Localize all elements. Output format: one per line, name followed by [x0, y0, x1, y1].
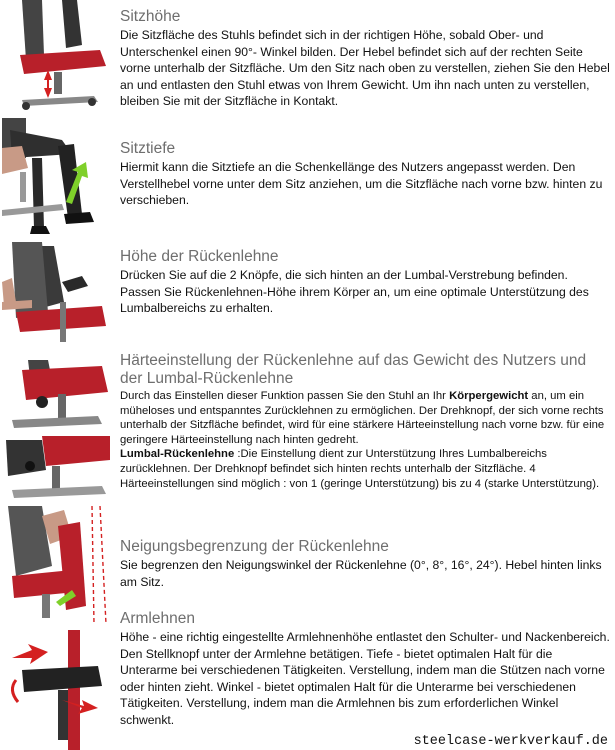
- watermark-text: steelcase-werkverkauf.de: [411, 734, 611, 749]
- section-title: Sitztiefe: [120, 140, 176, 157]
- section-text-block: [120, 352, 610, 491]
- section-body: Drücken Sie auf die 2 Knöpfe, die sich hinten an der Lumbal-Verstrebung befinden. Passen Sie Rückenlehnen-Höhe ihrem Körper an, um eine optimale Unterstützung des Lumbalbereichs zu erhalten.: [120, 268, 589, 316]
- section-title: Höhe der Rückenlehne: [120, 248, 279, 265]
- chair-photo-lumbar-knob: [2, 436, 110, 506]
- section-body-lumbar: [120, 447, 610, 491]
- section-text-block: [120, 538, 610, 590]
- section-title: Neigungsbegrenzung der Rückenlehne: [120, 538, 389, 555]
- chair-photo-tension-knob: [2, 360, 110, 438]
- section-text-block: [120, 8, 610, 110]
- body-text-bold: Lumbal-Rückenlehne: [120, 448, 235, 461]
- section-title: Härteeinstellung der Rückenlehne auf das Gewicht des Nutzers und der Lumbal-Rückenlehne: [120, 352, 587, 387]
- chair-photo-seat-height: [2, 0, 110, 118]
- section-text-block: [120, 140, 610, 209]
- chair-photo-recline-limiter: [2, 506, 110, 624]
- section-body-tension: [120, 389, 610, 447]
- body-text: an, um ein müheloses und entspanntes Zurücklehnen zu ermöglichen. Der Drehknopf, der sich vorne rechts unterhalb der Sitzfläche befindet, wird für eine stärkere Härteeinstellung nach vorne bzw. für eine geringere Härteeinstellung nach hinten gedreht.: [120, 390, 605, 446]
- body-text: :Die Einstellung dient zur Unterstützung Ihres Lumbalbereichs zurücklehnen. Der Drehknopf befindet sich hinten rechts unterhalb der Sitzfläche. 4 Härteeinstellungen sind möglich : von 1 (geringe Unterstützung) bis zu 4 (starke Unterstützung).: [120, 448, 600, 490]
- section-body: Höhe - eine richtig eingestellte Armlehnenhöhe entlastet den Schulter- und Nackenbereich. Den Stellknopf unter der Armlehne betätigen. Tiefe - bietet optimalen Halt für die Unterarme bei verschiedenen Tätigkeiten. Verstellung, indem man die Stützen nach vorne oder hinten zieht. Winkel - bietet optimalen Halt für die Unterarme bei verschiedenen Tätigkeiten. Verstellung, indem man die Armlehnen bis zum erforderlichen Winkel schwenkt.: [120, 630, 610, 727]
- section-body: Hiermit kann die Sitztiefe an die Schenkellänge des Nutzers angepasst werden. Den Verstellhebel vorne unter dem Sitz anziehen, um die Sitzfläche nach vorne bzw. hinten zu verschieben.: [120, 160, 603, 208]
- section-body: Sie begrenzen den Neigungswinkel der Rückenlehne (0°, 8°, 16°, 24°). Hebel hinten links am Sitz.: [120, 558, 602, 589]
- section-body: Die Sitzfläche des Stuhls befindet sich in der richtigen Höhe, sobald Ober- und Unterschenkel einen 90°- Winkel bilden. Der Hebel befindet sich auf der rechten Seite vorne unterhalb der Sitzfläche. Um den Sitz nach oben zu verstellen, ziehen Sie den Hebel an und entlasten den Stuhl etwas von Ihrem Gewicht. Um ihn nach unten zu verstellen, bleiben Sie mit der Sitzfläche in Kontakt.: [120, 28, 610, 109]
- chair-photo-armrest: [2, 630, 110, 750]
- section-title: Sitzhöhe: [120, 8, 181, 25]
- section-title: Armlehnen: [120, 610, 195, 627]
- section-text-block: [120, 610, 610, 729]
- chair-photo-backrest-height: [2, 242, 110, 352]
- chair-photo-seat-depth: [2, 118, 110, 238]
- body-text: Durch das Einstellen dieser Funktion passen Sie den Stuhl an Ihr: [120, 390, 450, 402]
- section-text-block: [120, 248, 610, 317]
- body-text-bold: Körpergewicht: [449, 390, 529, 402]
